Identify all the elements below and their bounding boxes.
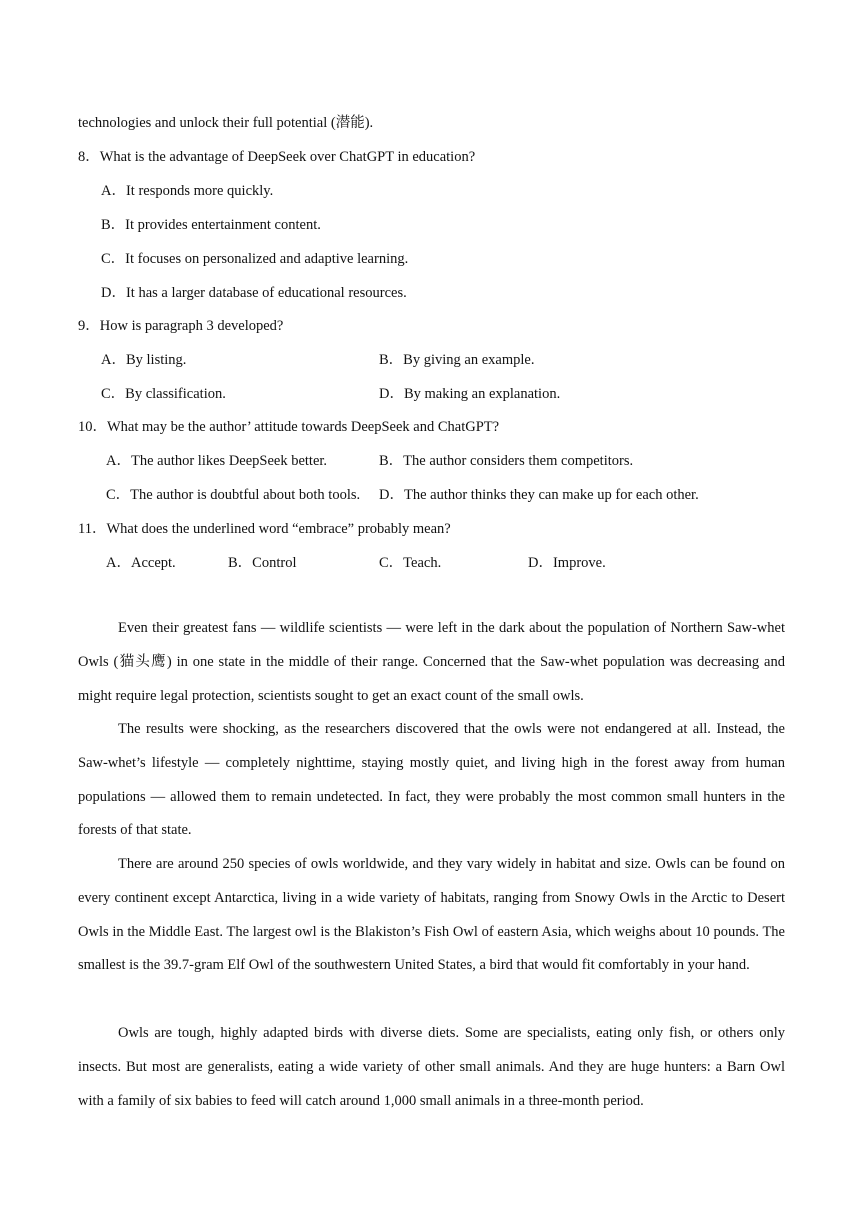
option-11-d: D．Improve. <box>528 555 606 571</box>
question-number: 8． <box>78 149 100 165</box>
question-11 <box>78 520 451 538</box>
option-9-a: A．By listing. <box>101 352 187 368</box>
passage-paragraph-2: The results were shocking, as the researchers discovered that the owls were not endangered at all. Instead, the Saw-whet’s lifestyle — completely nighttime, staying mostly quiet, and living high in the forest away from human populations — allowed them to remain undetected. In fact, they were probably the most common small hunters in the forests of that state. <box>78 721 785 839</box>
passage-paragraph-4: Owls are tough, highly adapted birds with diverse diets. Some are specialists, eating only fish, or others only insects. But most are generalists, eating a wide variety of other small animals. And they are huge hunters: a Barn Owl with a family of six babies to feed will catch around 1,000 small animals in a three-month period. <box>78 1025 785 1109</box>
option-10-d: D．The author thinks they can make up for each other. <box>379 487 699 503</box>
question-stem: What may be the author’ attitude towards DeepSeek and ChatGPT? <box>107 419 500 435</box>
passage-paragraph-3: There are around 250 species of owls worldwide, and they vary widely in habitat and size. Owls can be found on every continent except Antarctica, living in a wide variety of habitats, ranging from Snowy Owls in the Arctic to Desert Owls in the Middle East. The largest owl is the Blakiston’s Fish Owl of eastern Asia, which weighs about 10 pounds. The smallest is the 39.7-gram Elf Owl of the southwestern United States, a bird that would fit comfortably in your hand. <box>78 856 785 974</box>
option-11-b: B．Control <box>228 555 297 571</box>
passage-paragraph-1: Even their greatest fans — wildlife scientists — were left in the dark about the population of Northern Saw-whet Owls (猫头鹰) in one state in the middle of their range. Concerned that the Saw-whet population was decreasing and might require legal protection, scientists sought to get an exact count of the small owls. <box>78 620 785 704</box>
question-10 <box>78 418 499 436</box>
question-number: 9． <box>78 318 100 334</box>
question-stem: How is paragraph 3 developed? <box>99 318 284 334</box>
question-stem: What does the underlined word “embrace” probably mean? <box>106 521 451 537</box>
option-9-b: B．By giving an example. <box>379 352 535 368</box>
option-9-c: C．By classification. <box>101 386 226 402</box>
option-10-b: B．The author considers them competitors. <box>379 453 634 469</box>
option-11-a: A．Accept. <box>106 555 176 571</box>
continuation-line: technologies and unlock their full potential (潜能). <box>78 115 374 131</box>
question-stem: What is the advantage of DeepSeek over ChatGPT in education? <box>99 149 476 165</box>
option-8-d: D．It has a larger database of educational resources. <box>101 285 407 301</box>
question-9 <box>78 317 283 335</box>
option-10-a: A．The author likes DeepSeek better. <box>106 453 328 469</box>
option-11-c: C．Teach. <box>379 555 442 571</box>
question-8 <box>78 148 475 166</box>
question-number: 11． <box>78 521 107 537</box>
question-number: 10． <box>78 419 107 435</box>
option-8-a: A．It responds more quickly. <box>101 183 274 199</box>
option-8-c: C．It focuses on personalized and adaptive learning. <box>101 251 409 267</box>
option-8-b: B．It provides entertainment content. <box>101 217 321 233</box>
option-9-d: D．By making an explanation. <box>379 386 561 402</box>
option-10-c: C．The author is doubtful about both tools. <box>106 487 361 503</box>
